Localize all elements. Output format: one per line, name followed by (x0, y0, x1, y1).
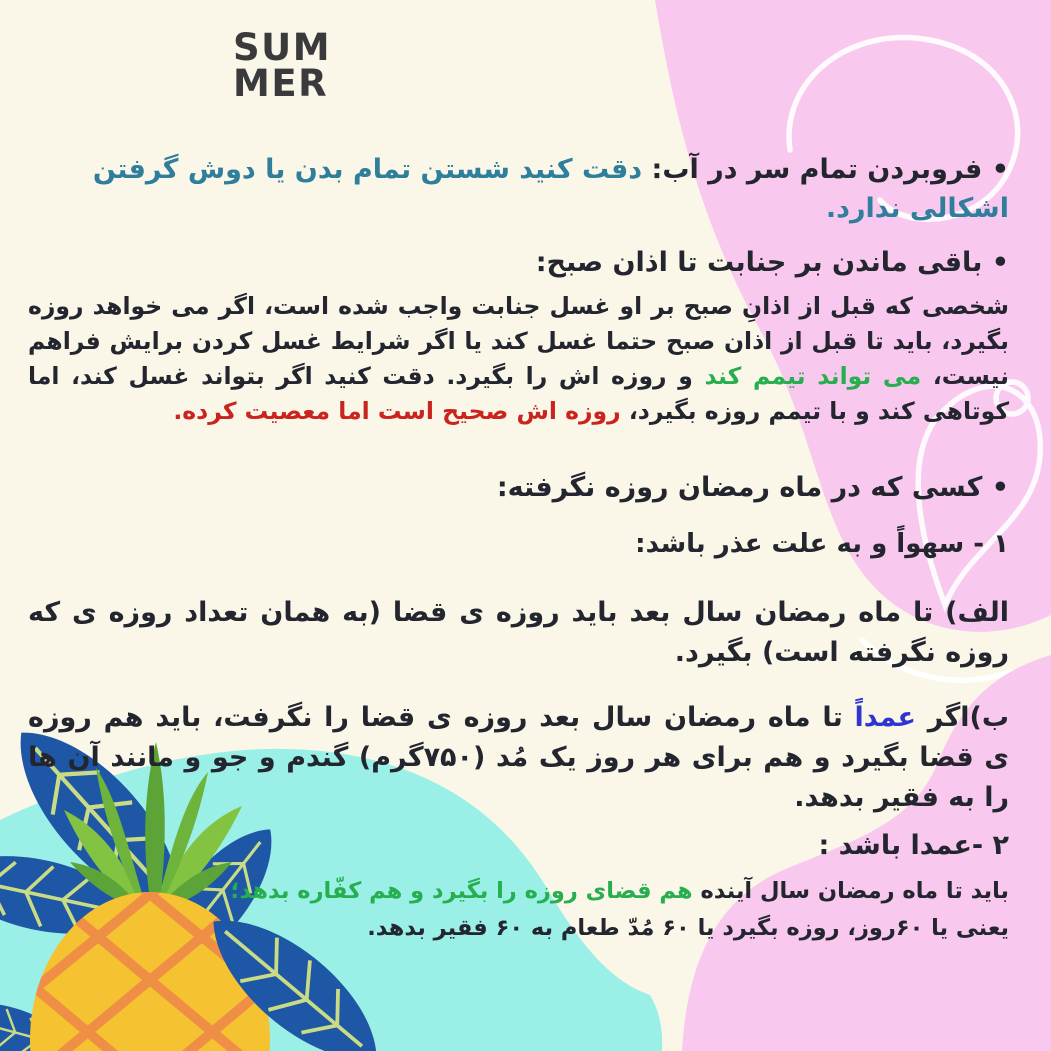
item-1-unintentional: ۱ - سهواً و به علت عذر باشد: (635, 529, 1009, 559)
clause-be-part1: ب)اگر (915, 702, 1009, 733)
paragraph-janabat-red: روزه اش صحیح است اما معصیت کرده. (173, 397, 621, 425)
bullet-head-immersion (28, 150, 1009, 228)
final-note (28, 873, 1009, 947)
paragraph-janabat-green: می تواند تیمم کند (704, 362, 922, 390)
item-2-intentional: ۲ -عمدا باشد : (818, 830, 1009, 861)
bullet-head-janabat: • باقی ماندن بر جنابت تا اذان صبح: (535, 247, 1009, 278)
paragraph-janabat (28, 289, 1009, 429)
clause-be-blue: عمداً (854, 702, 916, 733)
bullet-immersion-note: دقت کنید شستن تمام بدن یا دوش گرفتن اشکالی ندارد. (92, 154, 1009, 225)
final-note-line1 (28, 873, 1009, 910)
final-note-part1: باید تا ماه رمضان سال آینده (692, 878, 1009, 904)
bullet-head-immersion-label: • فروبردن تمام سر در آب: (642, 154, 1009, 185)
final-note-green: هم قضای روزه را بگیرد و هم کفّاره بدهد؛ (230, 878, 693, 904)
clause-be-part2: تا ماه رمضان سال بعد روزه ی قضا را نگرفت، باید هم روزه ی قضا بگیرد و هم برای هر روز یک مُد (۷۵۰گرم) گندم و جو و مانند آن ها را به فقیر بدهد. (28, 702, 1009, 813)
clause-alef: الف) تا ماه رمضان سال بعد باید روزه ی قضا (به همان تعداد روزه ی که روزه نگرفته است) بگیرد. (28, 597, 1009, 668)
summer-logo-line2: MER (233, 62, 329, 106)
paragraph-janabat-part2: و روزه اش را بگیرد. دقت کنید اگر بتواند غسل کند، اما کوتاهی کند و با تیمم روزه بگیرد، (28, 362, 1009, 425)
paragraph-janabat-part1: شخصی که قبل از اذانِ صبح بر او غسل جنابت واجب شده است، اگر می خواهد روزه بگیرد، باید تا قبل از اذان صبح حتما غسل کند یا اگر شرایط غسل کردن برایش فراهم نیست، (28, 292, 1009, 390)
summer-logo-line1: SUM (233, 26, 332, 69)
clause-be (28, 698, 1009, 818)
final-note-line2: یعنی یا ۶۰روز، روزه بگیرد یا ۶۰ مُدّ طعام به ۶۰ فقیر بدهد. (367, 915, 1009, 941)
bullet-head-not-fasted: • کسی که در ماه رمضان روزه نگرفته: (496, 472, 1009, 503)
